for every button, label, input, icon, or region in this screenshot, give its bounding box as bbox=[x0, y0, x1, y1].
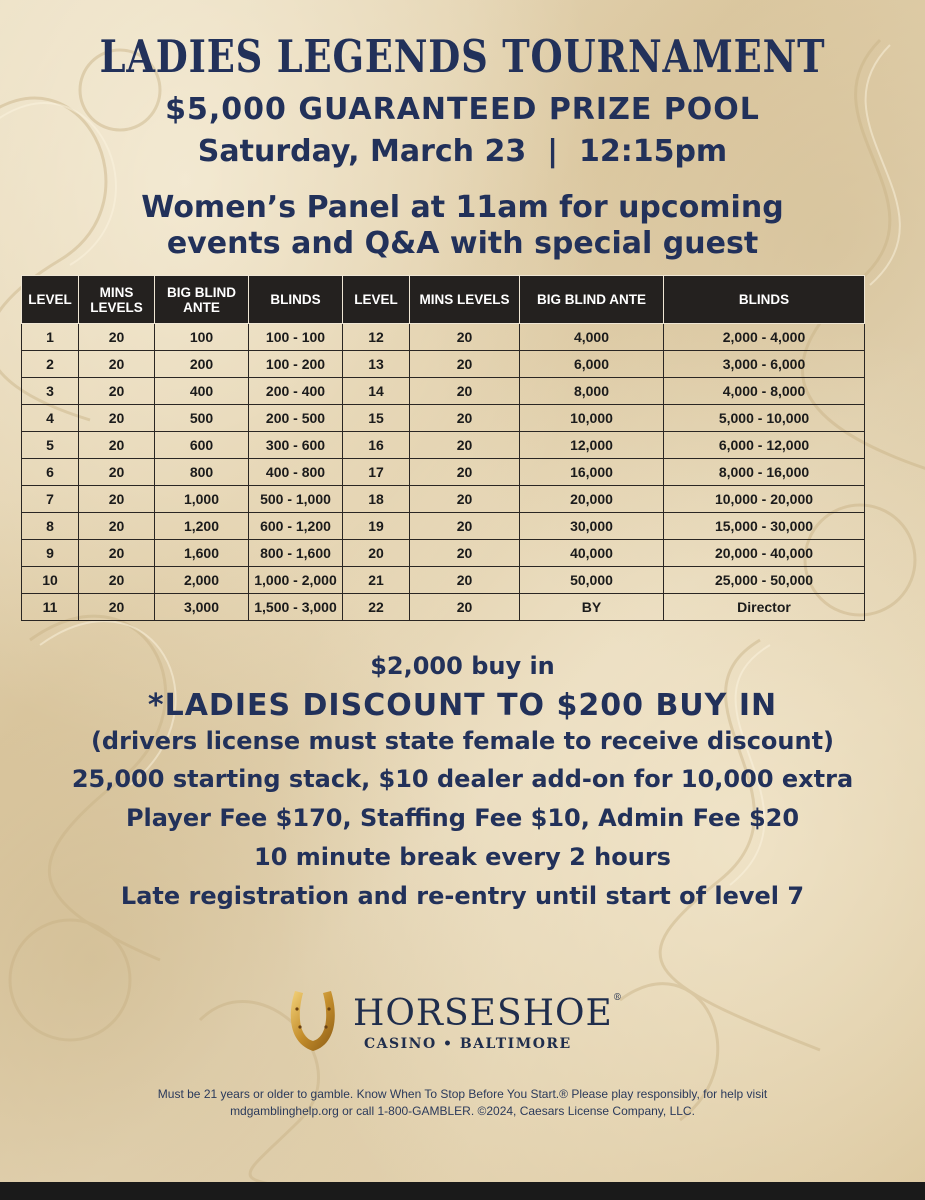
cell-blinds: 10,000 - 20,000 bbox=[664, 486, 865, 513]
cell-big-blind-ante: 6,000 bbox=[520, 351, 664, 378]
cell-big-blind-ante: BY bbox=[520, 594, 664, 621]
cell-blinds: 500 - 1,000 bbox=[249, 486, 343, 513]
cell-level: 14 bbox=[343, 378, 410, 405]
cell-level: 15 bbox=[343, 405, 410, 432]
cell-blinds: 300 - 600 bbox=[249, 432, 343, 459]
cell-mins: 20 bbox=[410, 567, 520, 594]
cell-big-blind-ante: 600 bbox=[155, 432, 249, 459]
cell-level: 20 bbox=[343, 540, 410, 567]
cell-big-blind-ante: 8,000 bbox=[520, 378, 664, 405]
cell-level: 13 bbox=[343, 351, 410, 378]
table-row bbox=[22, 432, 865, 459]
cell-level: 4 bbox=[22, 405, 79, 432]
table-row bbox=[22, 486, 865, 513]
cell-level: 7 bbox=[22, 486, 79, 513]
license-note: (drivers license must state female to receive discount) bbox=[90, 727, 835, 755]
cell-blinds: 15,000 - 30,000 bbox=[664, 513, 865, 540]
cell-mins: 20 bbox=[410, 540, 520, 567]
brand-subtitle: CASINO • BALTIMORE bbox=[364, 1036, 572, 1052]
cell-level: 3 bbox=[22, 378, 79, 405]
cell-blinds: 600 - 1,200 bbox=[249, 513, 343, 540]
brand-name: HORSESHOE® bbox=[353, 993, 623, 1034]
cell-blinds: 20,000 - 40,000 bbox=[664, 540, 865, 567]
cell-level: 8 bbox=[22, 513, 79, 540]
cell-mins: 20 bbox=[410, 405, 520, 432]
cell-mins: 20 bbox=[79, 351, 155, 378]
cell-big-blind-ante: 4,000 bbox=[520, 324, 664, 351]
cell-blinds: 100 - 100 bbox=[249, 324, 343, 351]
cell-blinds: 100 - 200 bbox=[249, 351, 343, 378]
cell-blinds: 5,000 - 10,000 bbox=[664, 405, 865, 432]
cell-level: 5 bbox=[22, 432, 79, 459]
cell-big-blind-ante: 400 bbox=[155, 378, 249, 405]
cell-mins: 20 bbox=[79, 513, 155, 540]
cell-blinds: 200 - 500 bbox=[249, 405, 343, 432]
cell-blinds: 25,000 - 50,000 bbox=[664, 567, 865, 594]
cell-blinds: 4,000 - 8,000 bbox=[664, 378, 865, 405]
cell-blinds: 3,000 - 6,000 bbox=[664, 351, 865, 378]
header-blinds: BLINDS bbox=[249, 276, 343, 324]
header-level: LEVEL bbox=[22, 276, 79, 324]
prize-pool: $5,000 GUARANTEED PRIZE POOL bbox=[165, 92, 760, 127]
cell-blinds: 2,000 - 4,000 bbox=[664, 324, 865, 351]
cell-blinds: 800 - 1,600 bbox=[249, 540, 343, 567]
ladies-discount: *LADIES DISCOUNT TO $200 BUY IN bbox=[147, 688, 778, 723]
cell-level: 22 bbox=[343, 594, 410, 621]
cell-level: 10 bbox=[22, 567, 79, 594]
cell-level: 6 bbox=[22, 459, 79, 486]
table-row bbox=[22, 513, 865, 540]
cell-big-blind-ante: 2,000 bbox=[155, 567, 249, 594]
cell-mins: 20 bbox=[410, 594, 520, 621]
cell-big-blind-ante: 50,000 bbox=[520, 567, 664, 594]
tournament-title: LADIES LEGENDS TOURNAMENT bbox=[99, 30, 826, 83]
header-big-blind-ante: BIG BLIND ANTE bbox=[155, 276, 249, 324]
table-row bbox=[22, 594, 865, 621]
horseshoe-logo bbox=[283, 985, 623, 1055]
cell-big-blind-ante: 3,000 bbox=[155, 594, 249, 621]
cell-level: 21 bbox=[343, 567, 410, 594]
header-mins-levels: MINS LEVELS bbox=[79, 276, 155, 324]
cell-big-blind-ante: 1,600 bbox=[155, 540, 249, 567]
legal-line-2: mdgamblinghelp.org or call 1-800-GAMBLER. ©2024, Caesars License Company, LLC. bbox=[230, 1104, 695, 1118]
cell-blinds: Director bbox=[664, 594, 865, 621]
cell-mins: 20 bbox=[410, 459, 520, 486]
cell-mins: 20 bbox=[410, 351, 520, 378]
cell-big-blind-ante: 12,000 bbox=[520, 432, 664, 459]
cell-blinds: 400 - 800 bbox=[249, 459, 343, 486]
cell-level: 2 bbox=[22, 351, 79, 378]
cell-mins: 20 bbox=[79, 324, 155, 351]
fees: Player Fee $170, Staffing Fee $10, Admin Fee $20 bbox=[125, 804, 800, 832]
break-info: 10 minute break every 2 hours bbox=[254, 843, 671, 871]
table-header-row bbox=[22, 276, 865, 324]
cell-mins: 20 bbox=[79, 486, 155, 513]
panel-line-1: Women’s Panel at 11am for upcoming bbox=[141, 190, 784, 225]
cell-level: 19 bbox=[343, 513, 410, 540]
cell-big-blind-ante: 30,000 bbox=[520, 513, 664, 540]
table-row bbox=[22, 567, 865, 594]
buy-in: $2,000 buy in bbox=[370, 652, 555, 680]
cell-big-blind-ante: 500 bbox=[155, 405, 249, 432]
cell-level: 16 bbox=[343, 432, 410, 459]
cell-mins: 20 bbox=[410, 324, 520, 351]
header-blinds: BLINDS bbox=[664, 276, 865, 324]
cell-big-blind-ante: 40,000 bbox=[520, 540, 664, 567]
cell-big-blind-ante: 1,200 bbox=[155, 513, 249, 540]
cell-mins: 20 bbox=[79, 405, 155, 432]
table-row bbox=[22, 351, 865, 378]
header-big-blind-ante: BIG BLIND ANTE bbox=[520, 276, 664, 324]
table-row bbox=[22, 540, 865, 567]
cell-mins: 20 bbox=[410, 432, 520, 459]
cell-blinds: 6,000 - 12,000 bbox=[664, 432, 865, 459]
cell-big-blind-ante: 100 bbox=[155, 324, 249, 351]
cell-big-blind-ante: 1,000 bbox=[155, 486, 249, 513]
starting-stack: 25,000 starting stack, $10 dealer add-on for 10,000 extra bbox=[71, 765, 854, 793]
cell-level: 1 bbox=[22, 324, 79, 351]
cell-level: 9 bbox=[22, 540, 79, 567]
cell-big-blind-ante: 10,000 bbox=[520, 405, 664, 432]
cell-level: 17 bbox=[343, 459, 410, 486]
horseshoe-icon bbox=[283, 985, 343, 1055]
cell-blinds: 1,500 - 3,000 bbox=[249, 594, 343, 621]
cell-level: 11 bbox=[22, 594, 79, 621]
cell-mins: 20 bbox=[79, 567, 155, 594]
table-row bbox=[22, 324, 865, 351]
header-mins-levels: MINS LEVELS bbox=[410, 276, 520, 324]
cell-big-blind-ante: 200 bbox=[155, 351, 249, 378]
cell-mins: 20 bbox=[79, 459, 155, 486]
cell-mins: 20 bbox=[410, 513, 520, 540]
cell-mins: 20 bbox=[410, 486, 520, 513]
cell-mins: 20 bbox=[79, 378, 155, 405]
cell-blinds: 8,000 - 16,000 bbox=[664, 459, 865, 486]
legal-line-1: Must be 21 years or older to gamble. Know When To Stop Before You Start.® Please play responsibly, for help visit bbox=[157, 1087, 768, 1101]
cell-blinds: 1,000 - 2,000 bbox=[249, 567, 343, 594]
panel-line-2: events and Q&A with special guest bbox=[166, 226, 759, 261]
cell-mins: 20 bbox=[79, 594, 155, 621]
header-level: LEVEL bbox=[343, 276, 410, 324]
bottom-bar bbox=[0, 1182, 925, 1200]
cell-big-blind-ante: 16,000 bbox=[520, 459, 664, 486]
cell-mins: 20 bbox=[79, 432, 155, 459]
table-row bbox=[22, 405, 865, 432]
cell-mins: 20 bbox=[79, 540, 155, 567]
cell-level: 12 bbox=[343, 324, 410, 351]
table-row bbox=[22, 459, 865, 486]
table-row bbox=[22, 378, 865, 405]
blind-structure-table bbox=[21, 275, 865, 621]
cell-mins: 20 bbox=[410, 378, 520, 405]
cell-big-blind-ante: 800 bbox=[155, 459, 249, 486]
date-time: Saturday, March 23 | 12:15pm bbox=[197, 134, 728, 169]
cell-big-blind-ante: 20,000 bbox=[520, 486, 664, 513]
late-registration: Late registration and re-entry until start of level 7 bbox=[120, 882, 805, 910]
cell-level: 18 bbox=[343, 486, 410, 513]
cell-blinds: 200 - 400 bbox=[249, 378, 343, 405]
